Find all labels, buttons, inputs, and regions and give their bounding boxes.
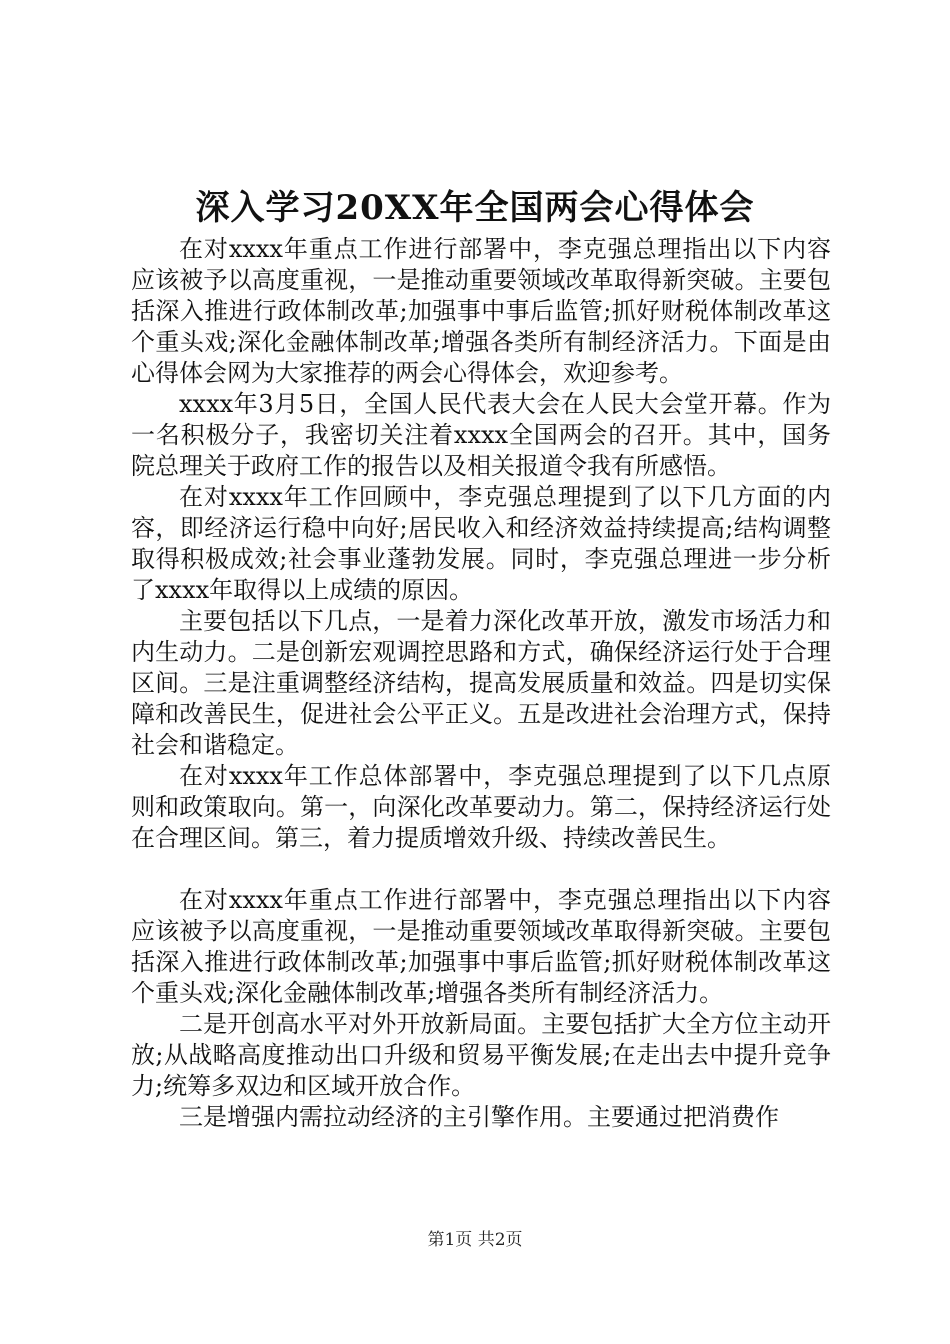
document-title: 深入学习20XX年全国两会心得体会 bbox=[195, 188, 755, 228]
paragraph-7: 二是开创高水平对外开放新局面。主要包括扩大全方位主动开放;从战略高度推动出口升级和贸易平衡发展;在走出去中提升竞争力;统筹多双边和区域开放合作。 bbox=[131, 1010, 831, 1100]
paragraph-1: 在对xxxx年重点工作进行部署中，李克强总理指出以下内容应该被予以高度重视，一是推动重要领域改革取得新突破。主要包括深入推进行政体制改革;加强事中事后监管;抓好财税体制改革这个重头戏;深化金融体制改革;增强各类所有制经济活力。下面是由心得体会网为大家推荐的两会心得体会，欢迎参考。 bbox=[131, 235, 831, 387]
paragraph-8: 三是增强内需拉动经济的主引擎作用。主要通过把消费作 bbox=[179, 1103, 779, 1131]
paragraph-4: 主要包括以下几点，一是着力深化改革开放，激发市场活力和内生动力。二是创新宏观调控思路和方式，确保经济运行处于合理区间。三是注重调整经济结构，提高发展质量和效益。四是切实保障和改善民生，促进社会公平正义。五是改进社会治理方式，保持社会和谐稳定。 bbox=[131, 607, 831, 759]
page-footer bbox=[0, 1228, 950, 1252]
paragraph-2: xxxx年3月5日，全国人民代表大会在人民大会堂开幕。作为一名积极分子，我密切关注着xxxx全国两会的召开。其中，国务院总理关于政府工作的报告以及相关报道令我有所感悟。 bbox=[131, 390, 831, 480]
document-body bbox=[131, 234, 831, 1133]
paragraph-5: 在对xxxx年工作总体部署中，李克强总理提到了以下几点原则和政策取向。第一，向深化改革要动力。第二，保持经济运行处在合理区间。第三，着力提质增效升级、持续改善民生。 bbox=[131, 762, 831, 852]
page-number: 第1页 共2页 bbox=[427, 1230, 523, 1250]
paragraph-6: 在对xxxx年重点工作进行部署中，李克强总理指出以下内容应该被予以高度重视，一是推动重要领域改革取得新突破。主要包括深入推进行政体制改革;加强事中事后监管;抓好财税体制改革这个重头戏;深化金融体制改革;增强各类所有制经济活力。 bbox=[131, 886, 831, 1007]
paragraph-spacer bbox=[131, 854, 831, 885]
paragraph-3: 在对xxxx年工作回顾中，李克强总理提到了以下几方面的内容，即经济运行稳中向好;居民收入和经济效益持续提高;结构调整取得积极成效;社会事业蓬勃发展。同时，李克强总理进一步分析了xxxx年取得以上成绩的原因。 bbox=[131, 483, 831, 604]
